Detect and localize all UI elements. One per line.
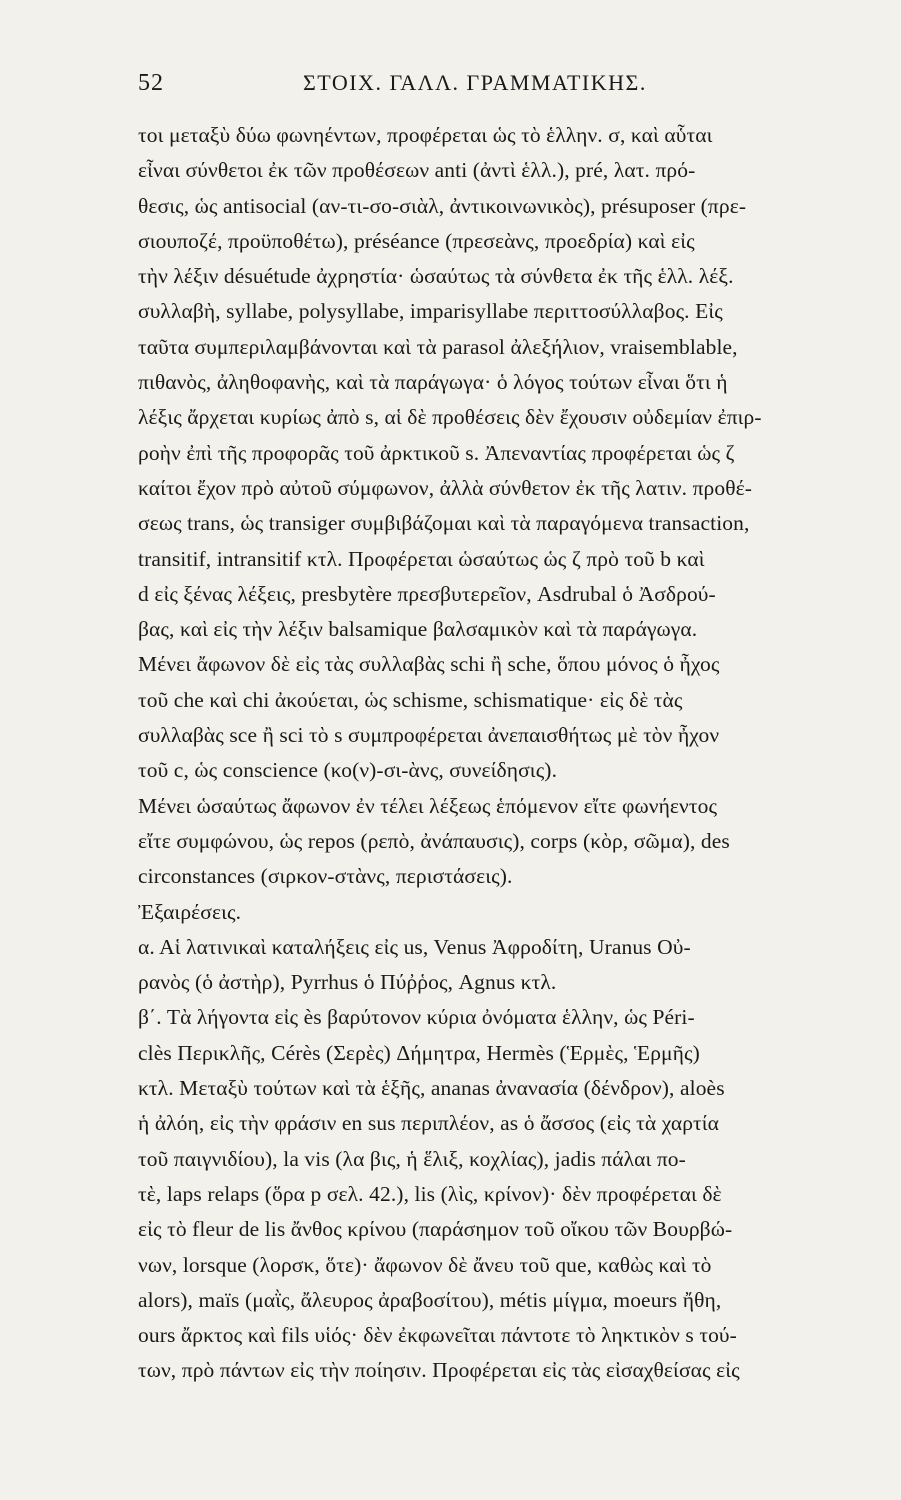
text-line: d εἰς ξένας λέξεις, presbytère πρεσβυτερεῖον, Asdrubal ὁ Ἀσδρού- (138, 581, 716, 606)
text-line: ροὴν ἐπὶ τῆς προφορᾶς τοῦ ἀρκτικοῦ s. Ἀπεναντίας προφέρεται ὡς ζ (138, 440, 735, 465)
text-line: τοι μεταξὺ δύω φωνηέντων, προφέρεται ὡς τὸ ἑλλην. σ, καὶ αὗται (138, 123, 713, 147)
text-line: τοῦ che καὶ chi ἀκούεται, ὡς schisme, schismatique· εἰς δὲ τὰς (138, 687, 683, 712)
text-line: νων, lorsque (λορσκ, ὅτε)· ἄφωνον δὲ ἄνευ τοῦ que, καθὼς καὶ τὸ (138, 1252, 712, 1277)
text-line: τοῦ c, ὡς conscience (κο(ν)-σι-ὰνς, συνείδησις). (138, 758, 558, 783)
text-line: circonstances (σιρκον-στὰνς, περιστάσεις). (138, 864, 513, 889)
text-line: Μένει ἄφωνον δὲ εἰς τὰς συλλαβὰς schi ἢ sche, ὅπου μόνος ὁ ἦχος (138, 652, 720, 677)
text-line: κτλ. Μεταξὺ τούτων καὶ τὰ ἑξῆς, ananas ἀνανασία (δένδρον), aloès (138, 1076, 725, 1101)
text-line: πιθανὸς, ἀληθοφανὴς, καὶ τὰ παράγωγα· ὁ λόγος τούτων εἶναι ὅτι ἡ (138, 370, 728, 395)
text-line: τοῦ παιγνιδίου), la vis (λα βις, ἡ ἕλιξ, κοχλίας), jadis πάλαι πο- (138, 1146, 686, 1171)
text-line: ours ἄρκτος καὶ fils υἱός· δὲν ἐκφωνεῖται πάντοτε τὸ ληκτικὸν s τού- (138, 1323, 737, 1348)
page-header (138, 70, 858, 102)
text-line: ἡ ἀλόη, εἰς τὴν φράσιν en sus περιπλέον, as ὁ ἄσσος (εἰς τὰ χαρτία (138, 1111, 720, 1136)
text-line: α. Αἱ λατινικαὶ καταλήξεις εἰς us, Venus Ἀφροδίτη, Uranus Οὐ- (138, 934, 691, 959)
text-line: clès Περικλῆς, Cérès (Σερὲς) Δήμητρα, Hermès (Ἑρμὲς, Ἑρμῆς) (138, 1040, 700, 1065)
text-line: Μένει ὡσαύτως ἄφωνον ἐν τέλει λέξεως ἑπόμενον εἴτε φωνήεντος (138, 793, 718, 818)
text-line: σεως trans, ὡς transiger συμβιβάζομαι καὶ τὰ παραγόμενα transaction, (138, 511, 750, 536)
text-line: τὴν λέξιν désuétude ἀχρηστία· ὡσαύτως τὰ σύνθετα ἐκ τῆς ἑλλ. λέξ. (138, 264, 734, 289)
text-line: λέξις ἄρχεται κυρίως ἀπὸ s, αἱ δὲ προθέσεις δὲν ἔχουσιν οὐδεμίαν ἐπιρ- (138, 405, 762, 430)
text-line: σιουποζέ, προϋποθέτω), préséance (πρεσεὰνς, προεδρία) καὶ εἰς (138, 228, 695, 253)
page-number: 52 (138, 70, 164, 96)
text-line: συλλαβὰς sce ἢ sci τὸ s συμπροφέρεται ἀνεπαισθήτως μὲ τὸν ἦχον (138, 723, 720, 748)
section-heading: Ἐξαιρέσεις. (138, 899, 242, 924)
text-line: alors), maïs (μαῒς, ἄλευρος ἀραβοσίτου), métis μίγμα, moeurs ἤθη, (138, 1287, 722, 1312)
text-line: εἰς τὸ fleur de lis ἄνθος κρίνου (παράσημον τοῦ οἴκου τῶν Βουρβώ- (138, 1217, 733, 1242)
text-line: ρανὸς (ὁ ἀστὴρ), Pyrrhus ὁ Πύῤῥος, Agnus κτλ. (138, 970, 557, 995)
text-line: transitif, intransitif κτλ. Προφέρεται ὡσαύτως ὡς ζ πρὸ τοῦ b καὶ (138, 546, 705, 571)
body-text (138, 118, 863, 1389)
text-line: ταῦτα συμπεριλαμβάνονται καὶ τὰ parasol ἀλεξήλιον, vraisemblable, (138, 334, 738, 359)
text-line: των, πρὸ πάντων εἰς τὴν ποίησιν. Προφέρεται εἰς τὰς εἰσαχθείσας εἰς (138, 1358, 740, 1383)
text-line: εἶναι σύνθετοι ἐκ τῶν προθέσεων anti (ἀντὶ ἑλλ.), pré, λατ. πρό- (138, 158, 696, 183)
text-line: β΄. Τὰ λήγοντα εἰς ès βαρύτονον κύρια ὀνόματα ἑλλην, ὡς Péri- (138, 1005, 695, 1030)
text-line: καίτοι ἔχον πρὸ αὐτοῦ σύμφωνον, ἀλλὰ σύνθετον ἐκ τῆς λατιν. προθέ- (138, 475, 753, 500)
text-line: τὲ, laps relaps (ὅρα p σελ. 42.), lis (λὶς, κρίνον)· δὲν προφέρεται δὲ (138, 1181, 722, 1206)
text-line: θεσις, ὡς antisocial (αν-τι-σο-σιὰλ, ἀντικοινωνικὸς), présuposer (πρε- (138, 193, 747, 218)
text-line: βας, καὶ εἰς τὴν λέξιν balsamique βαλσαμικὸν καὶ τὰ παράγωγα. (138, 617, 698, 642)
running-title: ΣΤΟΙΧ. ΓΑΛΛ. ΓΡΑΜΜΑΤΙΚΗΣ. (303, 70, 647, 95)
text-line: εἴτε συμφώνου, ὡς repos (ρεπὸ, ἀνάπαυσις), corps (κὸρ, σῶμα), des (138, 828, 730, 853)
text-line: συλλαβὴ, syllabe, polysyllabe, imparisyllabe περιττοσύλλαβος. Εἰς (138, 299, 723, 324)
